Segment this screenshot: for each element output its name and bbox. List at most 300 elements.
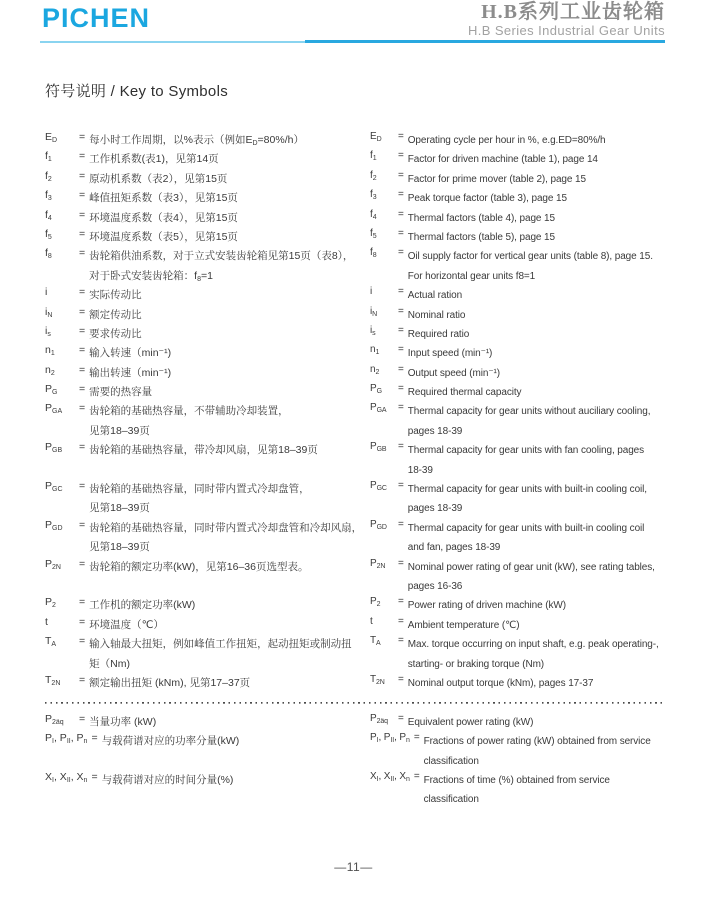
symbol-text-line: 与载荷谱对应的功率分量(kW)	[101, 735, 240, 748]
symbol-text-line: 工作机系数(表1)，见第14页	[89, 153, 219, 166]
symbol-definition	[408, 247, 662, 286]
equals-sign: =	[79, 286, 86, 299]
equals-sign: =	[398, 169, 404, 181]
symbol-entry-zh	[45, 286, 370, 305]
symbol-term	[370, 150, 408, 161]
symbol-definition	[408, 519, 662, 558]
symbol-entry-en	[370, 616, 662, 635]
symbol-term	[45, 150, 89, 162]
symbol-entry-zh	[45, 635, 370, 674]
equals-sign: =	[79, 363, 86, 376]
symbol-definition	[89, 558, 364, 577]
symbol-entry-en	[370, 189, 662, 208]
equals-sign: =	[398, 480, 404, 492]
equals-sign: =	[79, 150, 86, 163]
symbol-name: $T_{2N}$	[370, 673, 385, 686]
symbol-term	[45, 732, 102, 744]
symbol-name: $f_8$	[370, 247, 377, 260]
equals-sign: =	[79, 557, 86, 570]
symbol-text-line: pages 16-36	[407, 580, 463, 592]
symbol-entry-zh	[45, 480, 370, 519]
symbol-definition	[408, 674, 662, 693]
symbol-entry-zh	[45, 150, 370, 169]
symbol-definition	[89, 306, 364, 325]
symbol-text-line: 齿轮箱的额定功率(kW)，见第16–36页选型表。	[89, 560, 309, 573]
symbol-name: $n_2$	[45, 363, 55, 377]
symbol-definition	[408, 228, 662, 247]
symbol-text-line: 当量功率 (kW)	[89, 715, 157, 728]
symbol-term	[45, 596, 89, 608]
symbol-entry-en	[370, 441, 662, 480]
symbol-entry-en	[370, 635, 662, 674]
symbol-text-line: Actual ration	[407, 290, 463, 302]
symbol-entry-zh	[45, 519, 370, 558]
symbol-definition	[408, 558, 662, 597]
equals-sign: =	[79, 227, 86, 240]
product-title-en: H.B Series Industrial Gear Units	[467, 23, 665, 38]
header-rule-right-segment	[305, 40, 665, 43]
symbol-entry-en	[370, 713, 662, 732]
symbol-text-line: 齿轮箱的基础热容量，带冷却风扇，见第18–39页	[89, 444, 318, 457]
symbol-text-line: Output speed (min⁻¹)	[407, 367, 500, 379]
equals-sign: =	[79, 518, 86, 531]
symbol-name: $f_5$	[45, 227, 52, 241]
symbol-entry-zh	[45, 771, 370, 810]
symbol-name: $f_1$	[370, 150, 377, 163]
symbol-term	[370, 635, 408, 646]
symbol-name: $T_A$	[370, 635, 381, 648]
symbol-text-line: 输入转速（min⁻¹)	[89, 347, 172, 360]
symbol-name: t	[370, 615, 373, 627]
equals-sign: =	[79, 344, 86, 357]
symbol-name: $X_I$, $X_{II}$, $X_n$	[45, 770, 88, 784]
equals-sign: =	[398, 596, 404, 608]
symbol-definition	[89, 713, 364, 732]
equals-sign: =	[398, 324, 404, 336]
equals-sign: =	[79, 383, 86, 396]
equals-sign: =	[413, 770, 420, 782]
symbol-definition	[89, 286, 364, 305]
symbol-name: $P_{2N}$	[370, 557, 386, 570]
symbol-text-line: 齿轮箱的基础热容量，同时带内置式冷却盘管和冷却风扇，	[89, 521, 363, 534]
symbol-entry-en	[370, 480, 662, 519]
symbol-text-line: Nominal output torque (kNm), pages 17-37	[407, 677, 594, 689]
symbol-term	[45, 383, 89, 395]
symbol-text-line: 要求传动比	[89, 327, 142, 340]
symbol-text-line: 见第18–39页	[89, 541, 150, 554]
symbol-definition	[408, 713, 662, 732]
symbol-entry-zh	[45, 228, 370, 247]
symbol-entry-zh	[45, 170, 370, 189]
symbol-entry-en	[370, 732, 662, 771]
symbol-text-line: Max. torque occurring on input shaft, e.g. peak operating-,	[407, 639, 659, 651]
symbol-text-line: Factor for prime mover (table 2), page 15	[407, 173, 586, 185]
equals-sign: =	[79, 615, 86, 628]
symbol-entry-en	[370, 519, 662, 558]
symbol-definition	[408, 344, 662, 363]
symbol-text-line: classification	[423, 755, 479, 767]
symbol-term	[370, 228, 408, 239]
symbol-text-line: Required ratio	[407, 328, 470, 340]
symbol-entry-en	[370, 228, 662, 247]
symbol-name: $f_1$	[45, 150, 52, 164]
symbol-text-line: Thermal capacity for gear units without auciliary cooling,	[407, 406, 651, 418]
symbol-name: $P_{GD}$	[45, 518, 63, 532]
symbol-term	[45, 344, 89, 356]
symbol-name: $f_3$	[45, 189, 52, 203]
symbol-definition	[89, 674, 364, 693]
symbol-definition	[424, 771, 662, 810]
equals-sign: =	[398, 189, 404, 201]
symbol-term	[370, 441, 408, 452]
page-number: —11—	[334, 860, 373, 874]
symbol-text-line: classification	[423, 794, 479, 806]
symbol-term	[45, 209, 89, 221]
equals-sign: =	[398, 383, 404, 395]
symbol-name: t	[45, 615, 48, 628]
symbol-term	[370, 189, 408, 200]
symbol-term	[370, 596, 408, 607]
symbol-entry-zh	[45, 596, 370, 615]
symbol-name: $P_{GD}$	[370, 518, 387, 531]
symbol-text-line: Nominal ratio	[407, 309, 466, 321]
equals-sign: =	[79, 402, 86, 415]
symbol-term	[370, 674, 408, 685]
symbol-term	[370, 480, 408, 491]
symbol-name: $i_N$	[370, 305, 378, 318]
product-title-block	[468, 1, 665, 38]
symbol-text-line: For horizontal gear units f8=1	[407, 270, 536, 282]
symbol-text-line: Peak torque factor (table 3), page 15	[407, 193, 567, 205]
symbol-entry-zh	[45, 732, 370, 771]
symbol-entry-en	[370, 674, 662, 693]
symbol-name: $P_{2äq}$	[370, 712, 388, 725]
symbol-entry-en	[370, 170, 662, 189]
symbol-text-line: 与载荷谱对应的时间分量(%)	[101, 773, 234, 786]
symbol-entry-en	[370, 131, 662, 150]
symbol-text-line: 矩（Nm)	[89, 657, 130, 670]
symbol-text-line: Fractions of power rating (kW) obtained from service	[423, 736, 651, 748]
symbol-entry-zh	[45, 344, 370, 363]
symbol-definition	[408, 150, 662, 169]
symbol-entry-zh	[45, 247, 370, 286]
equals-sign: =	[79, 712, 86, 725]
equals-sign: =	[79, 247, 86, 260]
symbol-term	[370, 306, 408, 317]
symbol-name: $P_G$	[45, 383, 58, 397]
equals-sign: =	[79, 441, 86, 454]
symbol-term	[45, 558, 89, 570]
symbol-definition	[408, 441, 662, 480]
symbol-name: $P_{GB}$	[370, 441, 387, 454]
equals-sign: =	[398, 363, 404, 375]
symbol-definition	[408, 616, 662, 635]
symbol-definition	[89, 170, 364, 189]
symbol-definition	[89, 344, 364, 363]
symbol-text-line: 需要的热容量	[89, 386, 153, 399]
symbol-definition	[89, 209, 364, 228]
equals-sign: =	[398, 247, 404, 259]
equals-sign: =	[79, 131, 86, 143]
symbol-text-line: 见第18–39页	[89, 502, 150, 515]
symbol-term	[370, 209, 408, 220]
equals-sign: =	[398, 635, 404, 647]
symbol-definition	[89, 364, 364, 383]
symbol-entry-zh	[45, 131, 370, 150]
symbol-term	[45, 364, 89, 376]
symbol-name: $n_1$	[45, 344, 55, 358]
product-title-zh: H.B系列工业齿轮箱	[481, 1, 665, 23]
symbol-term	[370, 519, 408, 530]
equals-sign: =	[398, 441, 404, 453]
symbol-term	[370, 131, 408, 142]
header-rule-left-segment	[40, 41, 305, 43]
symbol-definition	[408, 364, 662, 383]
symbol-term	[45, 713, 89, 725]
equals-sign: =	[79, 324, 86, 337]
symbol-term	[45, 635, 89, 647]
symbol-name: $P_{GA}$	[45, 402, 63, 416]
symbol-entry-zh	[45, 364, 370, 383]
symbol-definition	[89, 150, 364, 169]
symbol-definition	[408, 480, 662, 519]
symbol-entry-en	[370, 402, 662, 441]
symbol-term	[45, 402, 89, 414]
symbol-definition	[89, 131, 364, 150]
symbol-name: $X_I$, $X_{II}$, $X_n$	[370, 770, 410, 783]
symbol-term	[45, 286, 89, 298]
symbol-name: $f_4$	[370, 208, 377, 221]
symbol-text-line: Thermal factors (table 4), page 15	[407, 212, 555, 224]
symbol-name: $i_N$	[45, 305, 53, 319]
symbol-definition	[89, 635, 364, 674]
symbol-term	[45, 441, 89, 453]
page-header	[0, 0, 707, 44]
symbol-entry-zh	[45, 306, 370, 325]
symbol-name: $P_{GA}$	[370, 402, 387, 415]
symbol-term	[45, 480, 89, 492]
symbol-text-line: Oil supply factor for vertical gear units (table 8), page 15.	[407, 251, 653, 263]
symbol-definition	[424, 732, 662, 771]
symbol-text-line: Factor for driven machine (table 1), page 14	[407, 154, 598, 166]
symbol-text-line: 额定传动比	[89, 308, 142, 321]
symbol-name: $P_2$	[45, 596, 56, 610]
symbol-term	[45, 189, 89, 201]
symbol-text-line: Thermal capacity for gear units with built-in cooling coil	[407, 522, 645, 534]
equals-sign: =	[398, 305, 404, 317]
symbol-name: $n_2$	[370, 363, 380, 376]
symbol-text-line: Fractions of time (%) obtained from service	[423, 774, 610, 786]
symbol-definition	[89, 325, 364, 344]
equals-sign: =	[79, 305, 86, 318]
symbol-definition	[89, 402, 364, 441]
symbol-definition	[89, 441, 364, 460]
symbol-entry-en	[370, 286, 662, 305]
equals-sign: =	[398, 150, 404, 162]
symbols-grid	[45, 131, 662, 810]
symbol-term	[370, 713, 408, 724]
dotted-separator	[45, 693, 662, 712]
equals-sign: =	[398, 344, 404, 356]
symbol-text-line: Nominal power rating of gear unit (kW), see rating tables,	[407, 561, 655, 573]
symbol-definition	[89, 247, 364, 286]
symbol-definition	[102, 732, 364, 751]
symbol-text-line: 工作机的额定功率(kW)	[89, 599, 196, 612]
symbol-definition	[408, 306, 662, 325]
symbol-text-line: 输入轴最大扭矩，例如峰值工作扭矩，起动扭矩或制动扭	[89, 638, 352, 651]
symbol-text-line: 环境温度系数（表5），见第15页	[89, 230, 238, 243]
symbol-text-line: and fan, pages 18-39	[407, 542, 501, 554]
equals-sign: =	[398, 557, 404, 569]
symbol-name: $f_4$	[45, 208, 52, 222]
equals-sign: =	[91, 732, 98, 745]
symbol-term	[45, 228, 89, 240]
symbol-definition	[89, 189, 364, 208]
symbol-text-line: 每小时工作周期，以%表示（例如$E_D=80\%/h$）	[89, 134, 304, 147]
symbol-text-line: Operating cycle per hour in %, e.g.ED=80%/h	[407, 135, 606, 146]
symbol-name: $P_{2N}$	[45, 557, 61, 571]
symbol-entry-en	[370, 596, 662, 615]
equals-sign: =	[79, 596, 86, 609]
symbol-entry-en	[370, 150, 662, 169]
symbol-definition	[408, 383, 662, 402]
symbol-text-line: 18-39	[407, 464, 433, 476]
symbol-entry-zh	[45, 713, 370, 732]
equals-sign: =	[398, 402, 404, 414]
symbol-definition	[408, 286, 662, 305]
symbol-term	[370, 170, 408, 181]
symbol-definition	[102, 771, 364, 790]
header-rule	[40, 40, 665, 43]
symbol-name: $i_s$	[370, 324, 376, 337]
symbol-entry-en	[370, 247, 662, 286]
symbol-text-line: 齿轮箱供油系数，对于立式安装齿轮箱见第15页（表8），	[89, 250, 354, 263]
symbol-entry-zh	[45, 558, 370, 597]
symbol-name: $E_D$	[370, 131, 382, 143]
equals-sign: =	[398, 286, 404, 298]
symbol-term	[370, 732, 424, 743]
symbol-name: $T_{2N}$	[45, 673, 61, 687]
symbol-term	[370, 286, 408, 297]
symbol-text-line: Equivalent power rating (kW)	[407, 716, 534, 728]
symbol-entry-en	[370, 306, 662, 325]
symbol-definition	[408, 209, 662, 228]
symbol-name: $f_5$	[370, 227, 377, 240]
symbol-definition	[408, 596, 662, 615]
symbol-name: $P_{2äq}$	[45, 712, 64, 726]
symbol-entry-zh	[45, 674, 370, 693]
symbol-text-line: pages 18-39	[407, 425, 463, 437]
symbol-definition	[408, 402, 662, 441]
symbol-definition	[89, 616, 364, 635]
symbol-term	[370, 771, 424, 782]
symbol-term	[45, 771, 102, 783]
symbol-definition	[408, 131, 662, 150]
symbol-definition	[408, 635, 662, 674]
equals-sign: =	[398, 227, 404, 239]
symbol-name: $f_2$	[370, 169, 377, 182]
symbol-entry-zh	[45, 383, 370, 402]
symbol-entry-zh	[45, 402, 370, 441]
symbol-name: $f_2$	[45, 169, 52, 183]
equals-sign: =	[398, 131, 404, 142]
equals-sign: =	[398, 673, 404, 685]
symbol-definition	[89, 228, 364, 247]
symbol-text-line: 齿轮箱的基础热容量，同时带内置式冷却盘管，	[89, 483, 310, 496]
symbol-name: $T_A$	[45, 635, 57, 649]
equals-sign: =	[398, 615, 404, 627]
symbol-entry-en	[370, 383, 662, 402]
symbol-name: i	[45, 286, 48, 299]
symbol-text-line: starting- or braking torque (Nm)	[407, 658, 545, 670]
symbol-name: i	[370, 286, 373, 298]
symbol-name: $P_{GB}$	[45, 441, 63, 455]
symbol-term	[45, 131, 89, 143]
symbol-definition	[89, 519, 364, 558]
equals-sign: =	[398, 712, 404, 724]
symbol-term	[45, 674, 89, 686]
equals-sign: =	[79, 673, 86, 686]
symbol-term	[370, 383, 408, 394]
equals-sign: =	[79, 208, 86, 221]
symbol-name: $P_I$, $P_{II}$, $P_n$	[45, 732, 88, 746]
section-title: 符号说明 / Key to Symbols	[45, 83, 229, 100]
symbol-text-line: Thermal capacity for gear units with built-in cooling coil,	[407, 484, 647, 496]
symbol-entry-en	[370, 558, 662, 597]
symbol-definition	[408, 170, 662, 189]
symbol-term	[45, 616, 89, 628]
symbol-name: $P_I$, $P_{II}$, $P_n$	[370, 732, 410, 745]
equals-sign: =	[398, 208, 404, 220]
symbol-entry-zh	[45, 325, 370, 344]
symbol-text-line: Ambient temperature (℃)	[407, 619, 520, 631]
symbol-definition	[89, 383, 364, 402]
symbol-text-line: 实际传动比	[89, 289, 142, 302]
symbol-entry-en	[370, 325, 662, 344]
symbol-term	[370, 402, 408, 413]
symbol-text-line: 峰值扭矩系数（表3），见第15页	[89, 192, 238, 205]
symbol-entry-en	[370, 364, 662, 383]
symbol-text-line: 输出转速（min⁻¹)	[89, 366, 172, 379]
symbol-text-line: Required thermal capacity	[407, 387, 522, 399]
symbol-term	[45, 170, 89, 182]
equals-sign: =	[413, 732, 420, 744]
symbol-text-line: 环境温度系数（表4），见第15页	[89, 211, 238, 224]
symbol-entry-zh	[45, 441, 370, 480]
brand-logo: PICHEN	[42, 3, 151, 33]
symbol-entry-en	[370, 771, 662, 810]
symbol-term	[45, 247, 89, 259]
symbol-name: $f_3$	[370, 189, 377, 202]
symbol-text-line: 齿轮箱的基础热容量，不带辅助冷却装置，	[89, 405, 289, 418]
symbol-name: $P_2$	[370, 596, 381, 609]
symbol-entry-en	[370, 209, 662, 228]
symbol-name: $n_1$	[370, 344, 380, 357]
equals-sign: =	[91, 770, 98, 783]
symbol-entry-zh	[45, 189, 370, 208]
symbol-text-line: Thermal capacity for gear units with fan cooling, pages	[407, 445, 645, 457]
symbol-definition	[408, 325, 662, 344]
symbol-text-line: 原动机系数（表2），见第15页	[89, 172, 228, 185]
symbol-definition	[408, 189, 662, 208]
symbol-definition	[89, 480, 364, 519]
equals-sign: =	[79, 189, 86, 202]
symbol-name: $P_{GC}$	[45, 480, 63, 494]
symbol-term	[370, 558, 408, 569]
symbol-text-line: Thermal factors (table 5), page 15	[407, 231, 555, 243]
symbol-term	[370, 364, 408, 375]
symbol-name: $f_8$	[45, 247, 52, 261]
